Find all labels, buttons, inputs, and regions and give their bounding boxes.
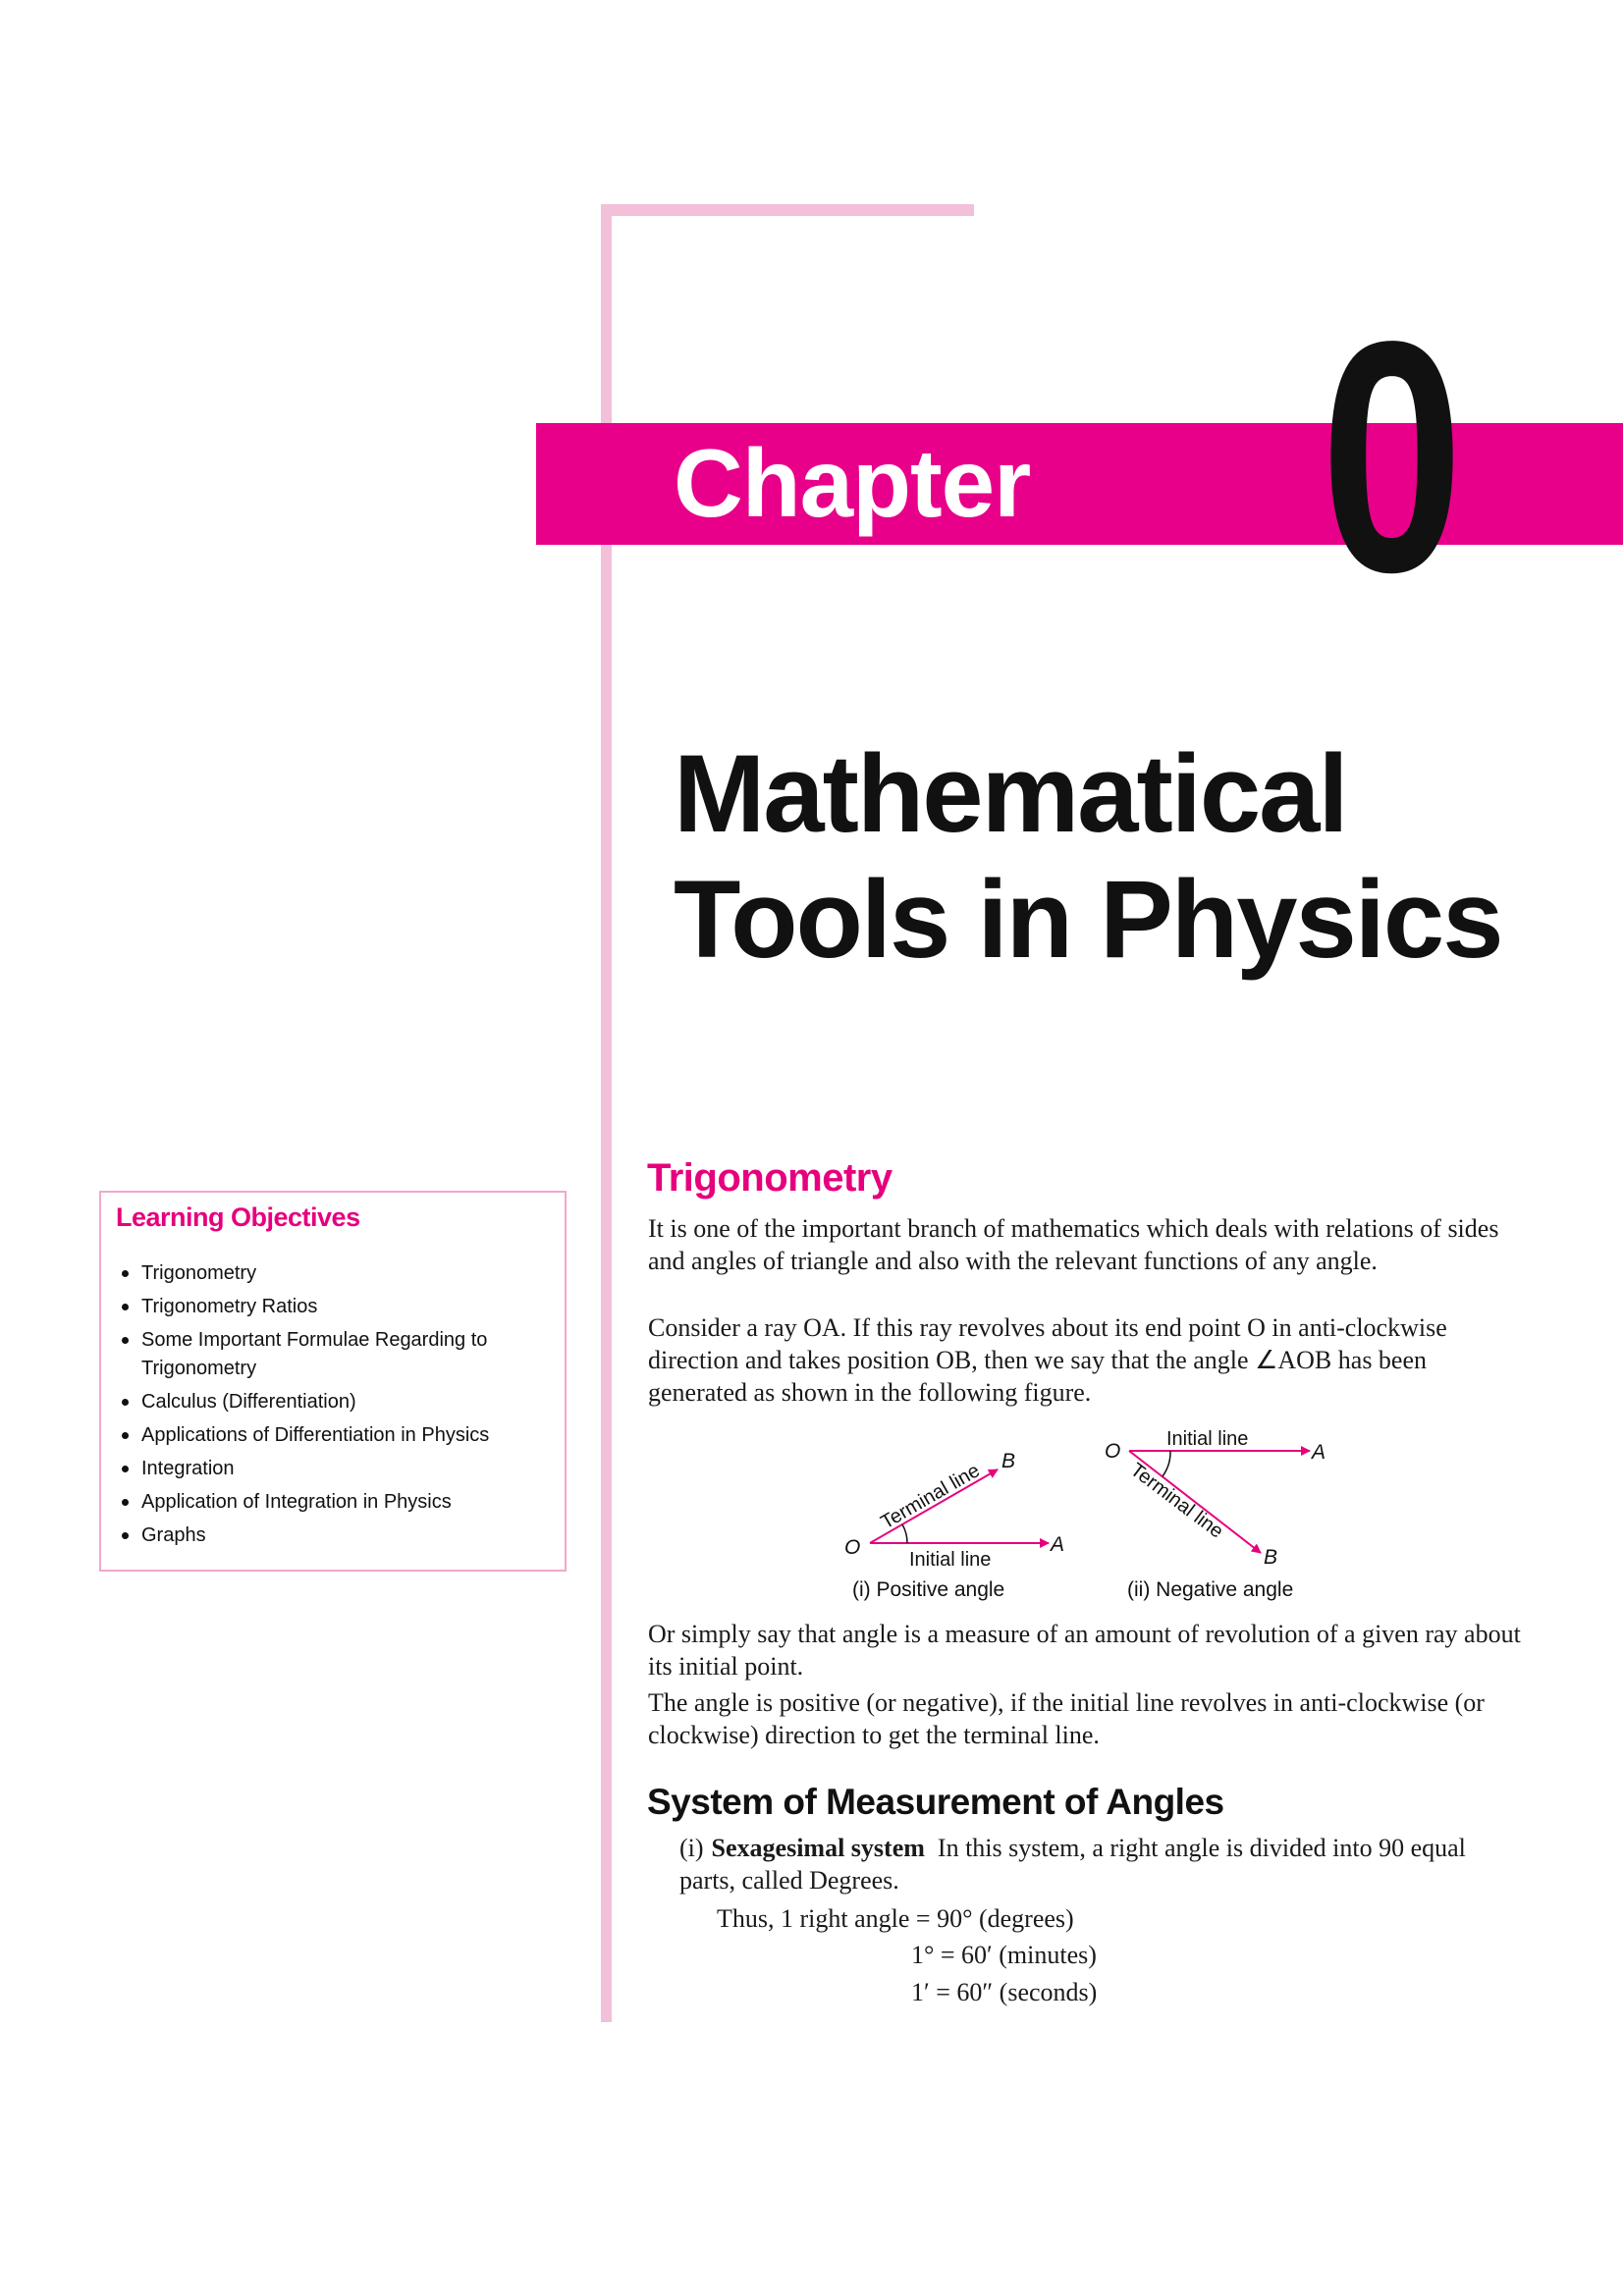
chapter-title-line2: Tools in Physics: [674, 858, 1502, 981]
item-text: In this system, a right angle is divided into 90 equal parts, called Degrees.: [679, 1834, 1466, 1895]
terminal-line-label: Terminal line: [1125, 1459, 1227, 1543]
list-item: Graphs: [118, 1522, 560, 1550]
learning-objectives-list: [118, 1259, 560, 1555]
equation-minute-seconds: 1′ = 60″ (seconds): [911, 1978, 1098, 2006]
point-o-label: O: [844, 1536, 861, 1559]
chapter-label: Chapter: [674, 429, 1031, 537]
section-heading-measurement: System of Measurement of Angles: [647, 1782, 1224, 1822]
section-heading-trigonometry: Trigonometry: [647, 1156, 893, 1200]
list-item: Integration: [118, 1455, 560, 1483]
angle-arc: [902, 1524, 907, 1543]
point-b-label: B: [1001, 1450, 1016, 1472]
list-item: Some Important Formulae Regarding to Trigonometry: [118, 1326, 560, 1383]
list-item: Application of Integration in Physics: [118, 1488, 560, 1517]
paragraph-revolution: Or simply say that angle is a measure of an amount of revolution of a given ray about its initial point.: [648, 1620, 1521, 1681]
point-a-label: A: [1051, 1533, 1065, 1556]
caption-negative-angle: (ii) Negative angle: [1127, 1578, 1294, 1601]
initial-line-label: Initial line: [909, 1549, 992, 1571]
paragraph-sign: The angle is positive (or negative), if the initial line revolves in anti-clockwise (or clockwise) direction to get the terminal line.: [648, 1688, 1485, 1749]
decorative-top-rule: [601, 204, 974, 216]
initial-line-label: Initial line: [1166, 1428, 1249, 1450]
list-item: Trigonometry: [118, 1259, 560, 1288]
equation-right-angle: Thus, 1 right angle = 90° (degrees): [717, 1904, 1074, 1933]
item-number: (i): [679, 1834, 704, 1862]
angle-arc: [1163, 1451, 1170, 1476]
equation-degree-minutes: 1° = 60′ (minutes): [911, 1941, 1097, 1969]
point-b-label: B: [1264, 1546, 1278, 1569]
learning-objectives-heading: Learning Objectives: [116, 1202, 360, 1232]
caption-positive-angle: (i) Positive angle: [852, 1578, 1005, 1601]
list-item: Trigonometry Ratios: [118, 1293, 560, 1321]
positive-angle-figure: [842, 1428, 1068, 1575]
sexagesimal-item: [679, 1832, 1524, 1896]
chapter-number: 0: [1321, 273, 1464, 640]
chapter-title-line1: Mathematical: [674, 732, 1347, 855]
chapter-title: [674, 731, 1502, 983]
list-item: Calculus (Differentiation): [118, 1388, 560, 1416]
terminal-line-label: Terminal line: [877, 1460, 984, 1534]
list-item: Applications of Differentiation in Physics: [118, 1421, 560, 1450]
point-o-label: O: [1105, 1440, 1121, 1463]
paragraph-intro: It is one of the important branch of mathematics which deals with relations of sides and angles of triangle and also with the relevant functions of any angle.: [648, 1214, 1499, 1275]
negative-angle-figure: [1102, 1423, 1337, 1571]
paragraph-ray: Consider a ray OA. If this ray revolves about its end point O in anti-clockwise direction and takes position OB, then we say that the angle ∠AOB has been generated as shown in the following figure.: [648, 1313, 1447, 1407]
item-term: Sexagesimal system: [711, 1834, 925, 1862]
point-a-label: A: [1312, 1441, 1326, 1464]
